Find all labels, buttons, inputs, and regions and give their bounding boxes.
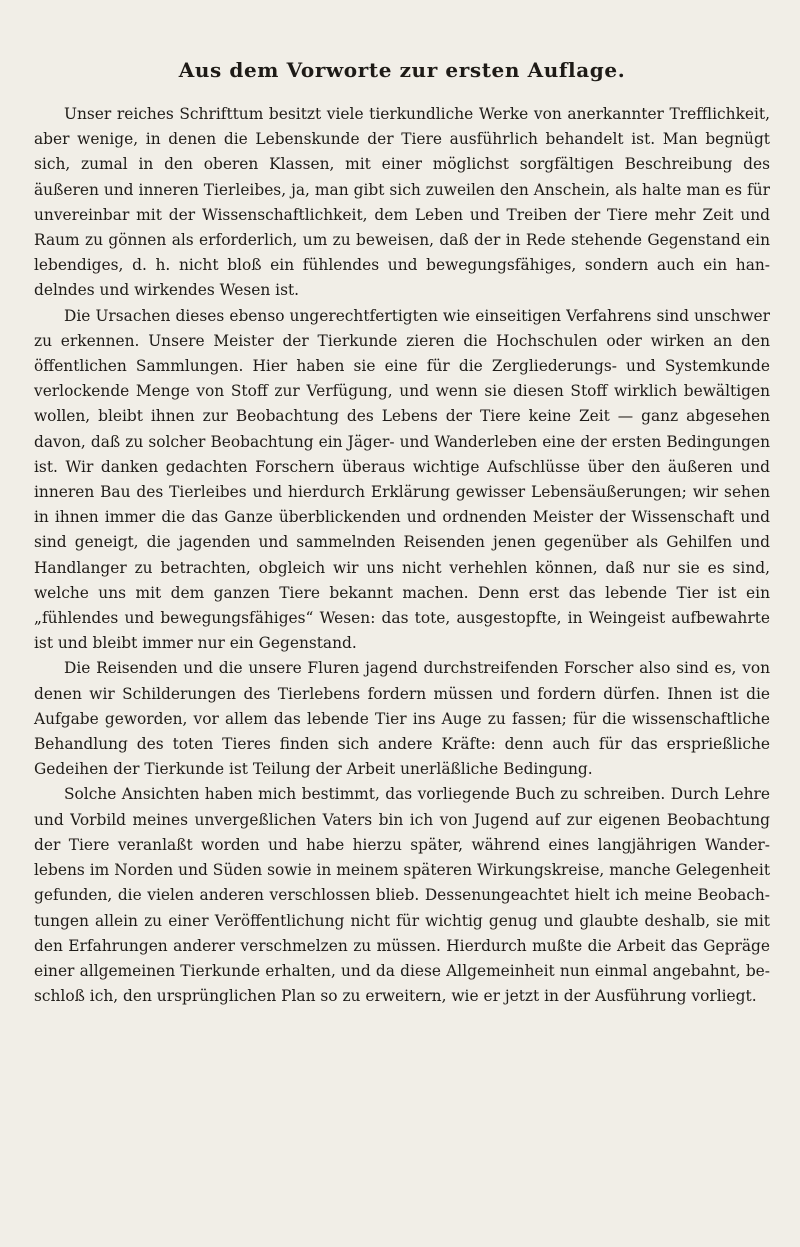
paragraph-1: Unser reiches Schrifttum besitzt viele tierkundliche Werke von anerkannter Trefflichkeit, aber wenige, in denen die Lebenskunde der Tiere ausführlich behandelt ist. Man begnügt sich, zumal in den oberen Klassen, mit einer möglichst sorgfältigen Beschreibung des äußeren und inneren Tierleibes, ja, man gibt sich zuweilen den Anschein, als halte man es für unvereinbar mit der Wissenschaftlichkeit, dem Leben und Treiben der Tiere mehr Zeit und Raum zu gönnen als erforderlich, um zu beweisen, daß der in Rede stehende Gegenstand ein lebendiges, d. h. nicht bloß ein fühlendes und bewegungsfähiges, sondern auch ein handelndes und wirkendes Wesen ist. (34, 105, 770, 300)
section-heading: Aus dem Vorworte zur ersten Auflage. (178, 58, 626, 82)
paragraph-3: Die Reisenden und die unsere Fluren jagend durchstreifenden Forscher also sind es, von denen wir Schilderungen des Tierlebens fordern müssen und fordern dürfen. Ihnen ist die Aufgabe geworden, vor allem das lebende Tier ins Auge zu fassen; für die wissenschaftliche Behandlung des toten Tieres finden sich andere Kräfte: denn auch für das ersprießliche Gedeihen der Tierkunde ist Teilung der Arbeit unerläßliche Bedingung. (34, 659, 770, 779)
paragraph-2: Die Ursachen dieses ebenso ungerechtfertigten wie einseitigen Verfahrens sind unschwer zu erkennen. Unsere Meister der Tierkunde zieren die Hochschulen oder wirken an den öffentlichen Sammlungen. Hier haben sie eine für die Zergliederungs- und Systemkunde verlockende Menge von Stoff zur Verfügung, und wenn sie diesen Stoff wirklich bewältigen wollen, bleibt ihnen zur Beobachtung des Lebens der Tiere keine Zeit — ganz abgesehen davon, daß zu solcher Beobachtung ein Jäger- und Wanderleben eine der ersten Bedingungen ist. Wir danken gedachten Forschern überaus wichtige Aufschlüsse über den äußeren und inneren Bau des Tierleibes und hierdurch Erklärung gewisser Lebensäußerungen; wir sehen in ihnen immer die das Ganze überblickenden und ordnenden Meister der Wissenschaft und sind geneigt, die jagenden und sammelnden Reisenden jenen gegenüber als Gehilfen und Handlanger zu betrachten, obgleich wir uns nicht verhehlen können, daß nur sie es sind, welche uns mit dem ganzen Tiere bekannt machen. Denn erst das lebende Tier ist ein „fühlendes und bewegungsfähiges“ Wesen: das tote, ausgestopfte, in Weingeist aufbewahrte ist und bleibt immer nur ein Gegenstand. (34, 306, 770, 653)
paragraph-4: Solche Ansichten haben mich bestimmt, das vorliegende Buch zu schreiben. Durch Lehre und Vorbild meines unvergeßlichen Vaters bin ich von Jugend auf zur eigenen Beobachtung der Tiere veranlaßt worden und habe hierzu später, während eines langjährigen Wanderlebens im Norden und Süden sowie in meinem späteren Wirkungskreise, manche Gelegenheit gefunden, die vielen anderen verschlossen blieb. Dessenungeachtet hielt ich meine Beobachtungen allein zu einer Veröffentlichung nicht für wichtig genug und glaubte deshalb, sie mit den Erfahrungen anderer verschmelzen zu müssen. Hierdurch mußte die Arbeit das Gepräge einer allgemeinen Tierkunde erhalten, und da diese Allgemeinheit nun einmal angebahnt, beschloß ich, den ursprünglichen Plan so zu erweitern, wie er jetzt in der Ausführung vorliegt. (34, 785, 770, 1006)
